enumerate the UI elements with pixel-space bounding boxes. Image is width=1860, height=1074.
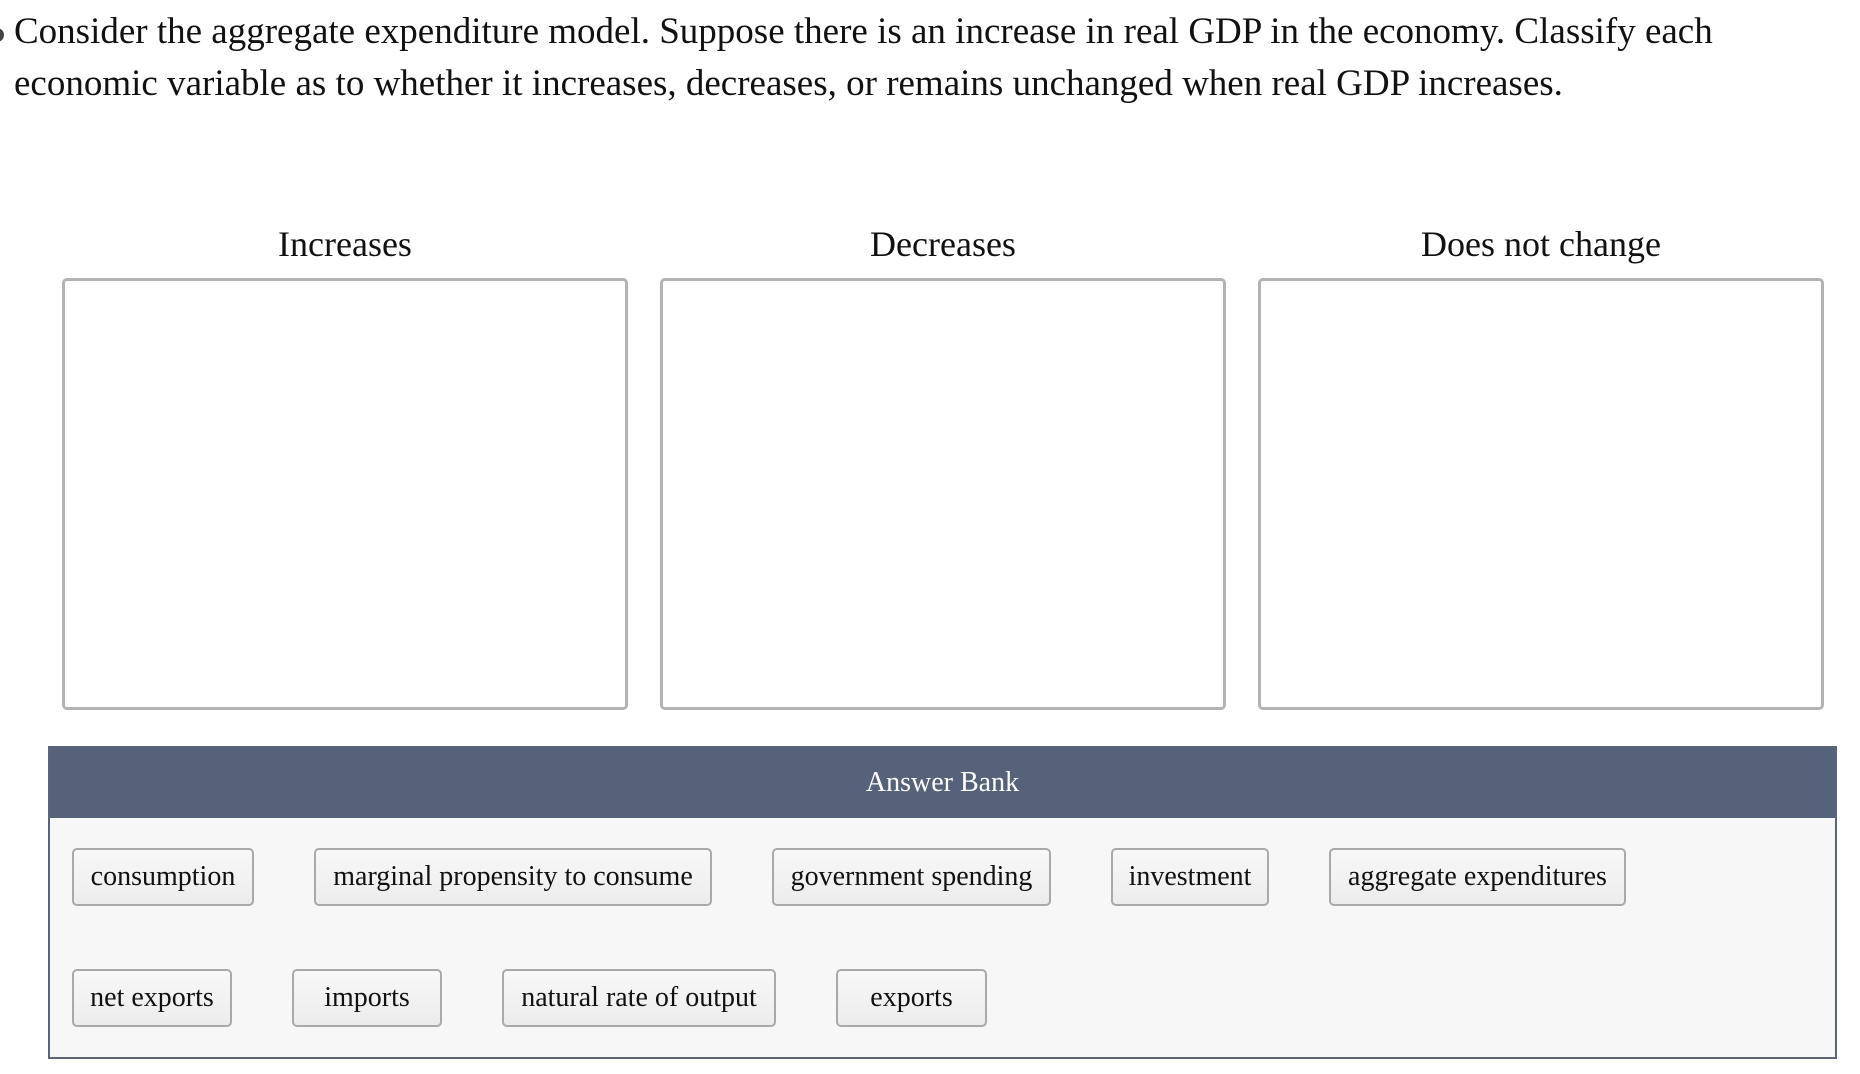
bin-title-decreases: Decreases [870, 224, 1016, 264]
drop-zone-does-not-change[interactable] [1258, 278, 1824, 710]
answer-chip-government-spending[interactable]: government spending [772, 848, 1051, 906]
bin-title-increases: Increases [278, 224, 412, 264]
answer-chip-consumption[interactable]: consumption [72, 848, 254, 906]
answer-bank [48, 746, 1837, 1059]
bin-does-not-change [1258, 220, 1824, 710]
bin-title-does-not-change: Does not change [1421, 224, 1661, 264]
bin-decreases [660, 220, 1226, 710]
answer-chip-exports[interactable]: exports [836, 969, 987, 1027]
question-marker-icon [0, 28, 4, 42]
answer-chip-aggregate-expenditures[interactable]: aggregate expenditures [1329, 848, 1626, 906]
drop-zone-decreases[interactable] [660, 278, 1226, 710]
answer-bank-title: Answer Bank [50, 748, 1835, 818]
question-text: Consider the aggregate expenditure model. Suppose there is an increase in real GDP in the economy. Classify each economic variable as to whether it increases, decreases, or remains unchanged when real GDP increases. [14, 11, 1713, 104]
drop-zone-increases[interactable] [62, 278, 628, 710]
answer-chip-imports[interactable]: imports [292, 969, 442, 1027]
answer-chip-net-exports[interactable]: net exports [72, 969, 232, 1027]
bin-increases [62, 220, 628, 710]
answer-chip-investment[interactable]: investment [1111, 848, 1269, 906]
answer-chip-marginal-propensity-to-consume[interactable]: marginal propensity to consume [314, 848, 712, 906]
answer-chip-natural-rate-of-output[interactable]: natural rate of output [502, 969, 776, 1027]
